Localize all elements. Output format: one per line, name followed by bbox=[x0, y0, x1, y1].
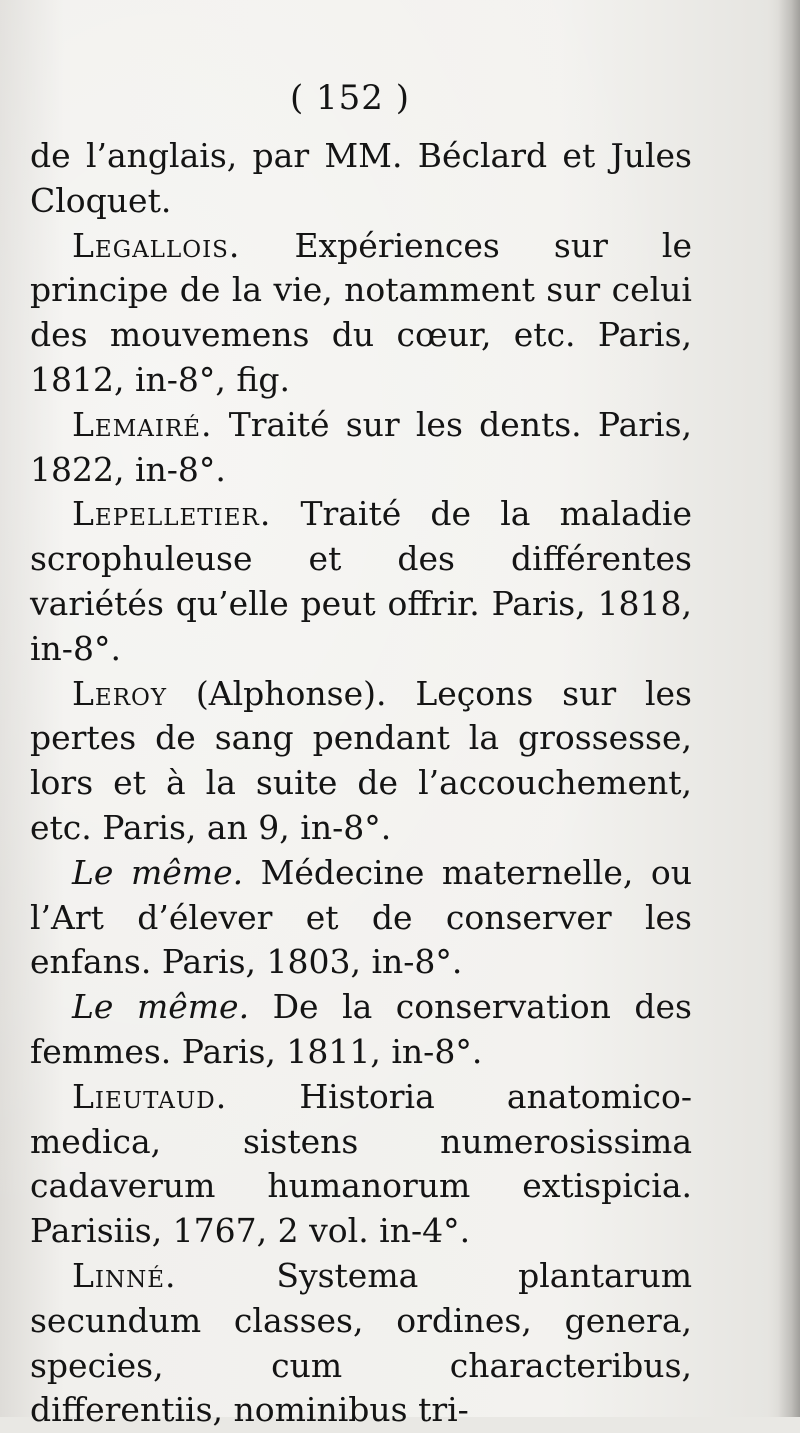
bibliography-text bbox=[30, 134, 692, 1433]
bibliography-entry bbox=[30, 134, 692, 224]
entry-author: Lieutaud. bbox=[72, 1076, 228, 1116]
entry-text: de l’anglais, par MM. Béclard et Jules Cloquet. bbox=[30, 136, 692, 220]
bibliography-entry bbox=[30, 403, 692, 493]
entry-author: Legallois. bbox=[72, 225, 241, 265]
entry-text: Traité sur les dents. Paris, 1822, in-8°. bbox=[30, 404, 692, 489]
entry-ibid: Le même. bbox=[72, 852, 244, 892]
entry-text: Systema plantarum secundum classes, ordines, genera, species, cum characteribus, differentiis, nominibus tri- bbox=[30, 1255, 692, 1430]
bibliography-entry bbox=[30, 851, 692, 985]
entry-text: Médecine maternelle, ou l’Art d’élever et de conserver les enfans. Paris, 1803, in-8°. bbox=[30, 852, 692, 982]
bibliography-entry bbox=[30, 1075, 692, 1254]
bibliography-entry bbox=[30, 492, 692, 671]
entry-author: Linné. bbox=[72, 1255, 177, 1295]
page-number: ( 152 ) bbox=[289, 78, 411, 118]
bibliography-entry bbox=[30, 672, 692, 851]
entry-text: Historia anatomico-medica, sistens numerosissima cadaverum humanorum extispicia. Parisiis, 1767, 2 vol. in-4°. bbox=[30, 1076, 692, 1251]
entry-text: Traité de la maladie scrophuleuse et des différentes variétés qu’elle peut offrir. Paris, 1818, in-8°. bbox=[30, 494, 692, 668]
entry-author: Lemairé. bbox=[72, 404, 213, 444]
bibliography-entry bbox=[30, 224, 692, 403]
bibliography-entry bbox=[30, 1254, 692, 1433]
entry-author: Lepelletier. bbox=[72, 494, 272, 534]
entry-ibid: Le même. bbox=[72, 987, 250, 1027]
entry-text: De la conservation des femmes. Paris, 1811, in-8°. bbox=[30, 987, 692, 1071]
page-edge-shadow bbox=[778, 0, 800, 1417]
entry-text: (Alphonse). Leçons sur les pertes de sang pendant la grossesse, lors et à la suite de l’accouchement, etc. Paris, an 9, in-8°. bbox=[30, 673, 692, 847]
entry-text: Expériences sur le principe de la vie, notamment sur celui des mouvemens du cœur, etc. Paris, 1812, in-8°, fig. bbox=[30, 225, 692, 399]
bibliography-entry bbox=[30, 985, 692, 1075]
entry-author: Leroy bbox=[72, 673, 168, 713]
